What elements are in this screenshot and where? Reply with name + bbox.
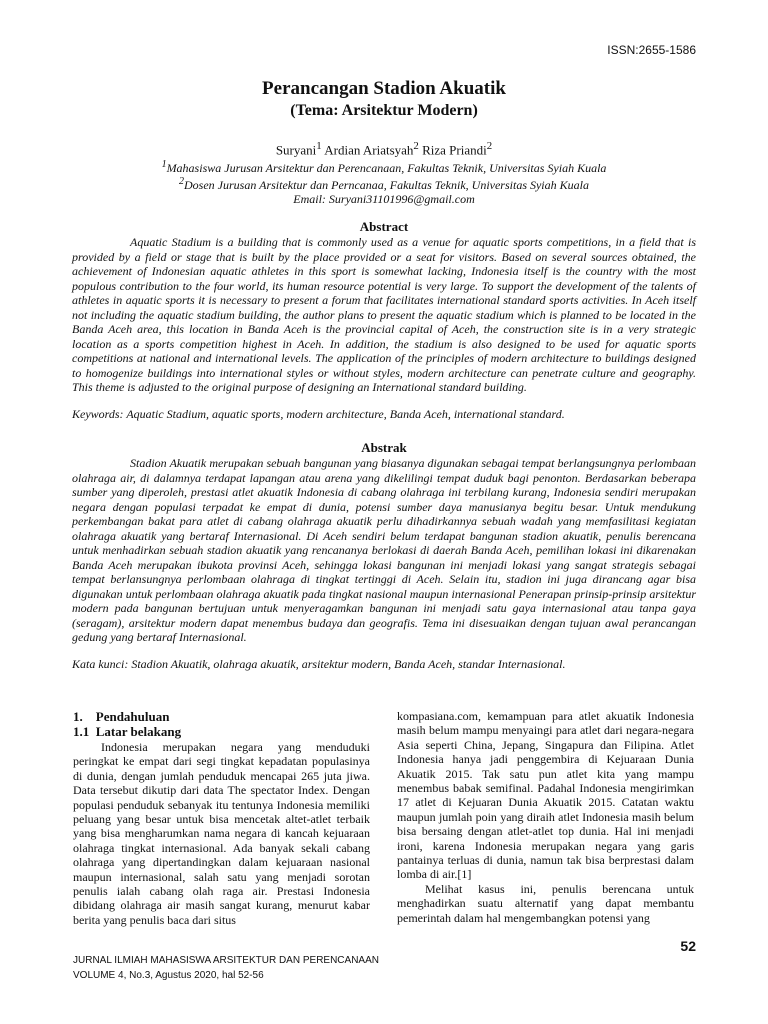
abstract-heading: Abstract <box>359 219 409 234</box>
author-superscript: 2 <box>486 140 493 152</box>
author-name: Suryani <box>275 142 317 158</box>
abstract-keywords: Keywords: Aquatic Stadium, aquatic sports, modern architecture, Banda Aceh, international standard. <box>72 406 565 421</box>
page-number: 52 <box>680 938 696 954</box>
affiliation-line <box>0 158 768 175</box>
author-name: Riza Priandi <box>418 142 487 158</box>
abstrak-heading: Abstrak <box>361 440 407 455</box>
paper-subtitle: (Tema: Arsitektur Modern) <box>290 102 478 119</box>
affiliation-text: Dosen Jurusan Arsitektur dan Perncanaa, Fakultas Teknik, Universitas Syiah Kuala <box>184 178 589 193</box>
journal-name: JURNAL ILMIAH MAHASISWA ARSITEKTUR DAN PERENCANAAN <box>73 955 379 966</box>
abstrak-text: Stadion Akuatik merupakan sebuah bangunan yang biasanya digunakan sebagai tempat berlangsungnya perlombaan olahraga air, di dalamnya terdapat lapangan atau arena yang dikelilingi tempat duduk bagi penonton. Berdasarkan beberapa sumber yang diperoleh, prestasi atlet akuatik Indonesia di cabang olahraga ini terbilang kurang, Indonesia sendiri merupakan negara dengan populasi terpadat ke empat di dunia, potensi sumber daya manusianya begitu besar. Untuk mendukung perkembangan bakat para atlet di cabang olahraga akuatik perlu dihadirkannya sebuah wadah yang memfasilitasi kegiatan olahraga akuatik yang bertaraf Internasional. Di Aceh sendiri belum terdapat bangunan stadion akuatik, penulis berencana untuk menhadirkan sebuah stadion akuatik yang rencananya berlokasi di daerah Banda Aceh, pemilihan lokasi ini dikarenakan Banda Aceh merupakan ibukota provinsi Aceh, sehingga lokasi bangunan ini menjadi lokasi yang sangat strategis sebagai tempat berlansungnya perlombaan olahraga di tingkat tertinggi di Aceh. Selain itu, stadion ini juga dirancang agar bisa digunakan untuk perlombaan olahraga akuatik pada tingkat nasional maupun internasional Penerapan prinsip-prinsip arsitektur modern pada bangunan bertujuan untuk menyeragamkan bangunan ini menjadi satu gaya internasional atau tanpa gaya (seragam), arsitektur modern dapat menembus budaya dan geografis. Tema ini disesuaikan dengan tujuan awal perancangan gedung yang bertaraf Internasional. <box>72 456 696 644</box>
paper-title: Perancangan Stadion Akuatik <box>262 78 506 99</box>
title-block <box>0 78 768 206</box>
journal-footer <box>73 953 379 983</box>
issn-label: ISSN:2655-1586 <box>607 43 696 57</box>
body-paragraph: Melihat kasus ini, penulis berencana untuk menghadirkan suatu alternatif yang dapat membantu pemerintah dalam hal mengembangkan potensi yang <box>397 881 694 925</box>
abstract-text: Aquatic Stadium is a building that is commonly used as a venue for aquatic sports competitions, in a field that is provided by a field or stage that is built by the place provided or a seat for visitors. Based on several sources obtained, the achievement of Indonesian aquatic athletes in this sport is somewhat lacking, Indonesia itself is the country with the most populous contribution to the four world, its human resource potential is very large. To support the development of the talents of athletes in aquatic sports it is necessary to present a forum that facilitates international standard sports activities. In Aceh itself not including the aquatic stadium building, the author plans to present the aquatic stadium which is planned to be located in the Banda Aceh area, this location in Banda Aceh is the provincial capital of Aceh, the construction site is in a very strategic location as a sports competition highest in Aceh. In addition, the stadium is also designed to be used for aquatic sports competitions at national and international levels. The application of the principles of modern architecture to buildings designed to homogenize buildings into international styles or without styles, modern architecture can penetrate culture and geography. This theme is adjusted to the original purpose of designing an International standard building. <box>72 235 696 394</box>
body-column-left <box>73 709 370 927</box>
email-line: Email: Suryani31101996@gmail.com <box>293 192 475 207</box>
journal-volume: VOLUME 4, No.3, Agustus 2020, hal 52-56 <box>73 970 264 981</box>
body-column-right <box>397 709 694 925</box>
affiliation-line <box>0 175 768 192</box>
subsection-heading: 1.1 Latar belakang <box>73 724 182 739</box>
affiliation-superscript: 2 <box>179 176 185 188</box>
author-superscript: 2 <box>413 140 419 152</box>
author-name: Ardian Ariatsyah <box>321 142 414 158</box>
section-heading: 1. Pendahuluan <box>73 709 170 724</box>
body-paragraph: kompasiana.com, kemampuan para atlet akuatik Indonesia masih belum mampu menyaingi para atlet dari negara-negara Asia seperti China, Jepang, Singapura dan Filipina. Atlet Indonesia hanya jadi penggembira di Kejuaraan Dunia Akuatik 2015. Tak satu pun atlet kita yang mampu menembus babak semifinal. Padahal Indonesia mengirimkan 17 atlet di Kejuaran Dunia Akuatik 2015. Catatan waktu maupun jumlah poin yang diraih atlet Indonesia masih belum bisa bersaing dengan atlet-atlet top dunia. Hal ini menjadi ironi, karena Indonesia merupakan negara yang garis pantainya terluas di dunia, namun tak bisa berprestasi dalam lomba di air.[1] <box>397 709 694 882</box>
affiliation-text: Mahasiswa Jurusan Arsitektur dan Perencanaan, Fakultas Teknik, Universitas Syiah Kuala <box>166 161 607 176</box>
body-paragraph: Indonesia merupakan negara yang menduduki peringkat ke empat dari segi tingkat kepadatan populasinya di dunia, dengan jumlah penduduk mencapai 265 juta jiwa. Data tersebut dikutip dari data The spectator Index. Dengan populasi penduduk sebanyak itu tentunya Indonesia memiliki peluang yang besar untuk bisa mencetak altet-atlet terbaik yang bisa mengharumkan nama negara di kancah kejuaraan olahraga tingkat internasional. Ada banyak sekali cabang olahraga yang dipertandingkan dalam kejuaraan nasional maupun internasional, salah satu yang menjadi sorotan penulis ialah cabang olah raga air. Prestasi Indonesia dibidang olahraga air masih sangat kurang, menurut kabar berita yang penulis baca dari situs <box>73 740 370 927</box>
abstrak-keywords: Kata kunci: Stadion Akuatik, olahraga akuatik, arsitektur modern, Banda Aceh, standar Internasional. <box>72 656 566 671</box>
affiliation-superscript: 1 <box>161 159 167 171</box>
author-superscript: 1 <box>316 140 322 152</box>
author-list <box>0 138 768 158</box>
abstract-section <box>72 218 696 671</box>
